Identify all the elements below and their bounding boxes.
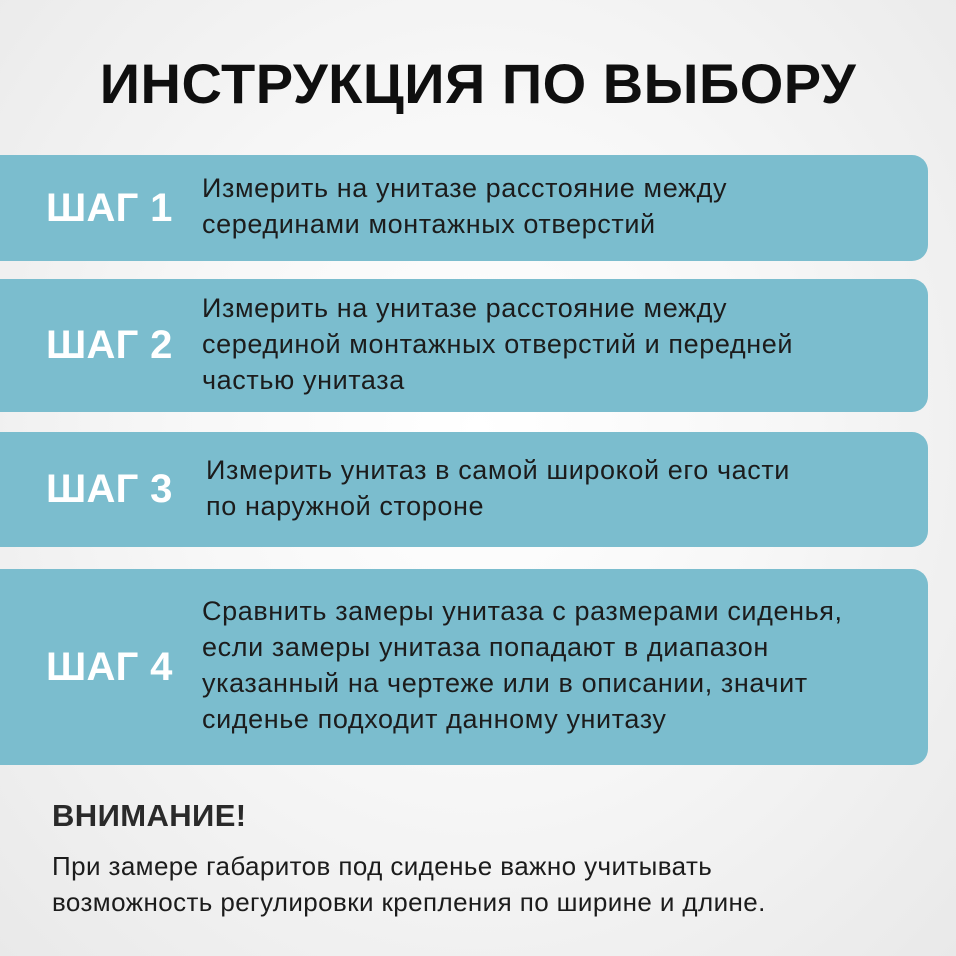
step-text xyxy=(206,452,888,524)
step-card-4 xyxy=(0,569,928,765)
attention-text xyxy=(52,848,766,920)
step-text xyxy=(202,593,888,737)
step-text-line: указанный на чертеже или в описании, значит xyxy=(202,668,808,698)
step-text-line: по наружной стороне xyxy=(206,490,485,521)
page-title: ИНСТРУКЦИЯ ПО ВЫБОРУ xyxy=(99,52,857,115)
step-text-line: серединами монтажных отверстий xyxy=(202,209,656,239)
step-label: ШАГ 3 xyxy=(46,467,173,511)
step-label: ШАГ 1 xyxy=(46,185,173,230)
attention-text-line: возможность регулировки крепления по ширине и длине. xyxy=(52,887,766,917)
attention-title: ВНИМАНИЕ! xyxy=(52,798,247,833)
step-text-line: Измерить на унитазе расстояние между xyxy=(202,292,728,323)
step-text-line: если замеры унитаза попадают в диапазон xyxy=(202,632,769,662)
step-text-line: сиденье подходит данному унитазу xyxy=(202,704,667,734)
step-text-line: Сравнить замеры унитаза с размерами сиденья, xyxy=(202,596,843,626)
step-card-2 xyxy=(0,279,928,412)
step-text xyxy=(202,290,888,398)
step-text-line: частью унитаза xyxy=(202,364,405,395)
attention-text-line: При замере габаритов под сиденье важно учитывать xyxy=(52,851,713,881)
step-card-1 xyxy=(0,155,928,261)
step-text xyxy=(202,170,888,242)
step-text-line: Измерить на унитазе расстояние между xyxy=(202,173,728,203)
step-label: ШАГ 2 xyxy=(46,323,173,367)
step-text-line: серединой монтажных отверстий и передней xyxy=(202,328,794,359)
step-label: ШАГ 4 xyxy=(46,644,173,689)
step-card-3 xyxy=(0,432,928,547)
step-text-line: Измерить унитаз в самой широкой его части xyxy=(206,454,790,485)
